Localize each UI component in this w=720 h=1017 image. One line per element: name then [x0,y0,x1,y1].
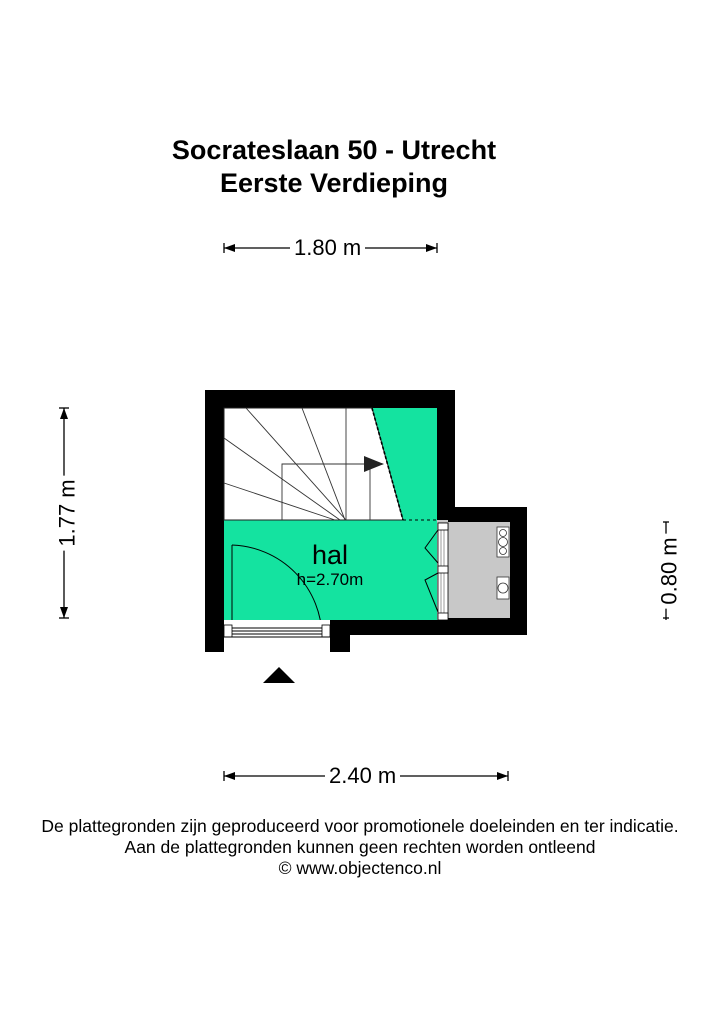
door-sill [224,620,330,652]
room-name: hal [311,540,349,570]
room-height: h=2.70m [296,570,364,589]
dimension-top-label: 1.80 m [290,236,365,260]
address-title: Socrateslaan 50 - Utrecht [171,135,497,165]
dimension-right-label: 0.80 m [658,533,682,608]
disclaimer [0,816,720,879]
floor-title: Eerste Verdieping [219,168,449,198]
disclaimer-line-2: Aan de plattegronden kunnen geen rechten worden ontleend [124,837,596,857]
entry-triangle-icon [263,667,295,683]
disclaimer-line-1: De plattegronden zijn geproduceerd voor promotionele doeleinden en ter indicatie. [41,816,679,836]
copyright-line: © www.objectenco.nl [278,858,442,878]
room-label-hal [280,540,380,590]
dimension-bottom-label: 2.40 m [325,764,400,788]
dimension-left-label: 1.77 m [56,475,80,550]
